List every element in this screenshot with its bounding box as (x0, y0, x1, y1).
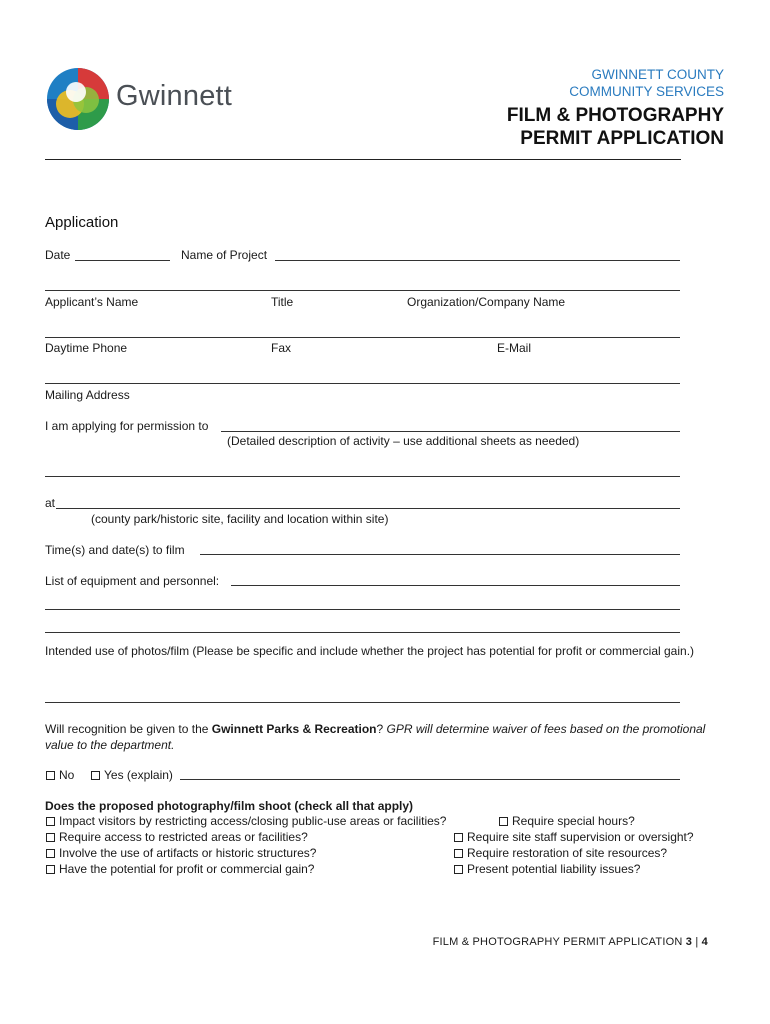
county-line-2: COMMUNITY SERVICES (569, 84, 724, 99)
footer-page-number: 3 (685, 936, 693, 948)
checklist-item-artifacts[interactable] (46, 846, 316, 860)
title-label: Title (271, 295, 294, 309)
recognition-text: Will recognition be given to the (45, 722, 212, 736)
at-label: at (45, 496, 56, 510)
checklist-item-label: Involve the use of artifacts or historic structures? (59, 846, 317, 860)
logo-wordmark: Gwinnett (116, 80, 233, 112)
at-field[interactable] (56, 508, 680, 509)
document-title (507, 104, 724, 150)
no-label: No (59, 768, 75, 782)
applying-field[interactable] (221, 431, 680, 432)
checklist-item-label: Require site staff supervision or oversight? (467, 830, 694, 844)
checklist-item-restoration[interactable] (454, 846, 667, 860)
applicant-label: Applicant’s Name (45, 295, 139, 309)
address-field[interactable] (45, 383, 680, 384)
project-field[interactable] (275, 260, 680, 261)
checkbox-icon[interactable] (46, 771, 55, 780)
checkbox-icon[interactable] (499, 817, 508, 826)
checklist-item-profit[interactable] (46, 862, 314, 876)
applying-field-2[interactable] (45, 476, 680, 477)
intended-use-label: Intended use of photos/film (Please be specific and include whether the project has potential for profit or commercial gain.) (45, 644, 695, 658)
gwinnett-logo (46, 66, 256, 134)
recognition-question (45, 721, 725, 753)
footer-separator: | (695, 936, 699, 948)
department-name (569, 66, 724, 100)
equipment-field[interactable] (231, 585, 680, 586)
footer-title: FILM & PHOTOGRAPHY PERMIT APPLICATION (432, 936, 683, 948)
checkbox-icon[interactable] (46, 865, 55, 874)
recognition-yes-option[interactable] (91, 768, 173, 782)
phone-field[interactable] (45, 337, 680, 338)
times-label: Time(s) and date(s) to film (45, 543, 185, 557)
checklist-item-restricted-areas[interactable] (46, 830, 308, 844)
checklist-item-label: Require restoration of site resources? (467, 846, 668, 860)
title-line-2: PERMIT APPLICATION (520, 128, 724, 149)
checklist-item-label: Require special hours? (512, 814, 635, 828)
phone-label: Daytime Phone (45, 341, 128, 355)
equipment-field-2[interactable] (45, 609, 680, 610)
date-field[interactable] (75, 260, 170, 261)
county-line-1: GWINNETT COUNTY (591, 67, 724, 82)
checkbox-icon[interactable] (454, 865, 463, 874)
applying-hint: (Detailed description of activity – use additional sheets as needed) (227, 434, 580, 448)
applying-label: I am applying for permission to (45, 419, 209, 433)
checklist-item-special-hours[interactable] (499, 814, 635, 828)
checklist-item-label: Present potential liability issues? (467, 862, 641, 876)
intended-use-field[interactable] (45, 702, 680, 703)
organization-label: Organization/Company Name (407, 295, 566, 309)
checklist-item-label: Require access to restricted areas or facilities? (59, 830, 308, 844)
checklist-item-label: Have the potential for profit or commercial gain? (59, 862, 315, 876)
checklist-item-label: Impact visitors by restricting access/closing public-use areas or facilities? (59, 814, 447, 828)
checkbox-icon[interactable] (454, 833, 463, 842)
logo-mark-icon (46, 66, 110, 132)
checkbox-icon[interactable] (454, 849, 463, 858)
checklist-title: Does the proposed photography/film shoot (check all that apply) (45, 799, 414, 813)
checkbox-icon[interactable] (46, 833, 55, 842)
project-label: Name of Project (181, 248, 268, 262)
recognition-org: Gwinnett Parks & Recreation (211, 722, 377, 736)
email-label: E-Mail (497, 341, 532, 355)
applicant-field[interactable] (45, 290, 680, 291)
checkbox-icon[interactable] (91, 771, 100, 780)
title-line-1: FILM & PHOTOGRAPHY (506, 105, 724, 126)
footer-page-total: 4 (701, 936, 708, 948)
date-label: Date (45, 248, 71, 262)
checklist-item-impact-visitors[interactable] (46, 814, 446, 828)
checklist-item-staff-supervision[interactable] (454, 830, 694, 844)
header-divider (45, 159, 681, 160)
page-footer (433, 936, 708, 948)
fax-label: Fax (271, 341, 292, 355)
checklist-item-liability[interactable] (454, 862, 640, 876)
address-label: Mailing Address (45, 388, 130, 402)
yes-label: Yes (explain) (104, 768, 173, 782)
equipment-field-3[interactable] (45, 632, 680, 633)
section-title: Application (45, 214, 119, 231)
checkbox-icon[interactable] (46, 849, 55, 858)
checkbox-icon[interactable] (46, 817, 55, 826)
recognition-note: GPR will determine waiver of fees based on the promotional value to the department. (45, 722, 706, 752)
yes-explain-field[interactable] (180, 779, 680, 780)
recognition-no-option[interactable] (46, 768, 74, 782)
at-hint: (county park/historic site, facility and location within site) (91, 512, 389, 526)
equipment-label: List of equipment and personnel: (45, 574, 220, 588)
times-field[interactable] (200, 554, 680, 555)
recognition-mark: ? (376, 722, 387, 736)
